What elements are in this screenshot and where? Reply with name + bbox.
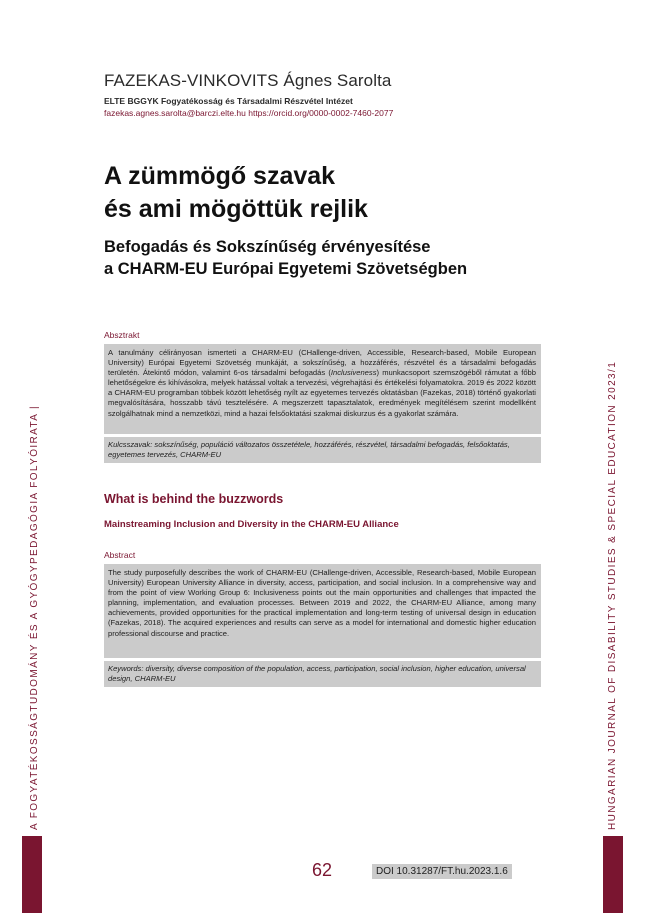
journal-name-hu: A FOGYATÉKOSSÁGTUDOMÁNY ÉS A GYÓGYPEDAGÓGIA FOLYÓIRATA | xyxy=(29,405,40,830)
abstract-en-text: The study purposefully describes the work of CHARM-EU (CHallenge-driven, Accessible, Research-based, Mobile European University) European University Alliance in diversity, access, participation, and social inclusion. In a comprehensive way and from the point of view Working Group 6: Inclusiveness points out the main opportunities and challenges that impacted the planning, implementation, and evaluation processes. Between 2019 and 2022, the CHARM-EU Alliance, among many achievements, provided opportunities for the practical implementation and long-term testing of universal design in education (Fazekas, 2018). The acquired experiences and results can serve as a model for international and domestic higher education professional discourse and practice. xyxy=(104,564,541,658)
abstract-hu-label: Absztrakt xyxy=(104,330,140,340)
english-subtitle: Mainstreaming Inclusion and Diversity in the CHARM-EU Alliance xyxy=(104,519,399,530)
article-subtitle xyxy=(104,236,544,280)
article-subtitle-line2: a CHARM-EU Európai Egyetemi Szövetségben xyxy=(104,260,468,278)
accent-bar-right xyxy=(603,836,623,913)
english-title: What is behind the buzzwords xyxy=(104,492,284,506)
author-affiliation: ELTE BGGYK Fogyatékosság és Társadalmi Részvétel Intézet xyxy=(104,96,353,106)
journal-side-label-left xyxy=(27,110,42,910)
keywords-en: Keywords: diversity, diverse composition of the population, access, participation, social inclusion, higher education, universal design, CHARM-EU xyxy=(104,661,541,687)
abstract-hu-text xyxy=(104,344,541,434)
abstract-hu-text-part2: ) munkacsoport szemszögéből rámutat a főbb lehetőségekre és kihívásokra, melyek hatással voltak a tervezési, végrehajtási és értékelési folyamatokra. 2019 és 2022 között a CHARM-EU programban többek között lehetőség nyílt az egyetemes tervezés oktatásban (Fazekas, 2018) történő gyakorlati megvalósítására, hosszabb távú tesztelésére. A megszerzett tapasztalatok, eredmények megítélésem szerint modellként szolgálhatnak mind a nemzetközi, mind a hazai felsőoktatási szakmai diskurzus és a gyakorlat számára. xyxy=(108,368,537,418)
author-name: FAZEKAS-VINKOVITS Ágnes Sarolta xyxy=(104,71,392,90)
article-title xyxy=(104,160,544,226)
doi-badge: DOI 10.31287/FT.hu.2023.1.6 xyxy=(372,864,512,879)
article-subtitle-line1: Befogadás és Sokszínűség érvényesítése xyxy=(104,238,431,256)
page-number: 62 xyxy=(312,860,333,880)
article-title-line1: A zümmögő szavak xyxy=(104,162,336,190)
abstract-en-label: Abstract xyxy=(104,550,136,560)
abstract-hu-text-italic: Inclusiveness xyxy=(330,368,377,378)
article-title-line2: és ami mögöttük rejlik xyxy=(104,195,368,223)
keywords-hu: Kulcsszavak: sokszínűség, populáció változatos összetétele, hozzáférés, részvétel, társadalmi befogadás, felsőoktatás, egyetemes tervezés, CHARM-EU xyxy=(104,437,541,463)
abstract-hu-text-part1: A tanulmány célirányosan ismerteti a CHARM-EU (CHallenge-driven, Accessible, Research-based, Mobile European University) Európai Egyetemi Szövetség munkáját, a sokszínűség, a hozzáférés, részvétel és a társadalmi befogadás területén. Átekintő módon, valamint 6-os társadalmi befogadás ( xyxy=(108,348,536,378)
accent-bar-left xyxy=(22,836,42,913)
author-contact: fazekas.agnes.sarolta@barczi.elte.hu https://orcid.org/0000-0002-7460-2077 xyxy=(104,108,394,118)
journal-side-label-right xyxy=(605,110,620,910)
journal-name-en: HUNGARIAN JOURNAL OF DISABILITY STUDIES & SPECIAL EDUCATION 2023/1 xyxy=(607,360,618,830)
